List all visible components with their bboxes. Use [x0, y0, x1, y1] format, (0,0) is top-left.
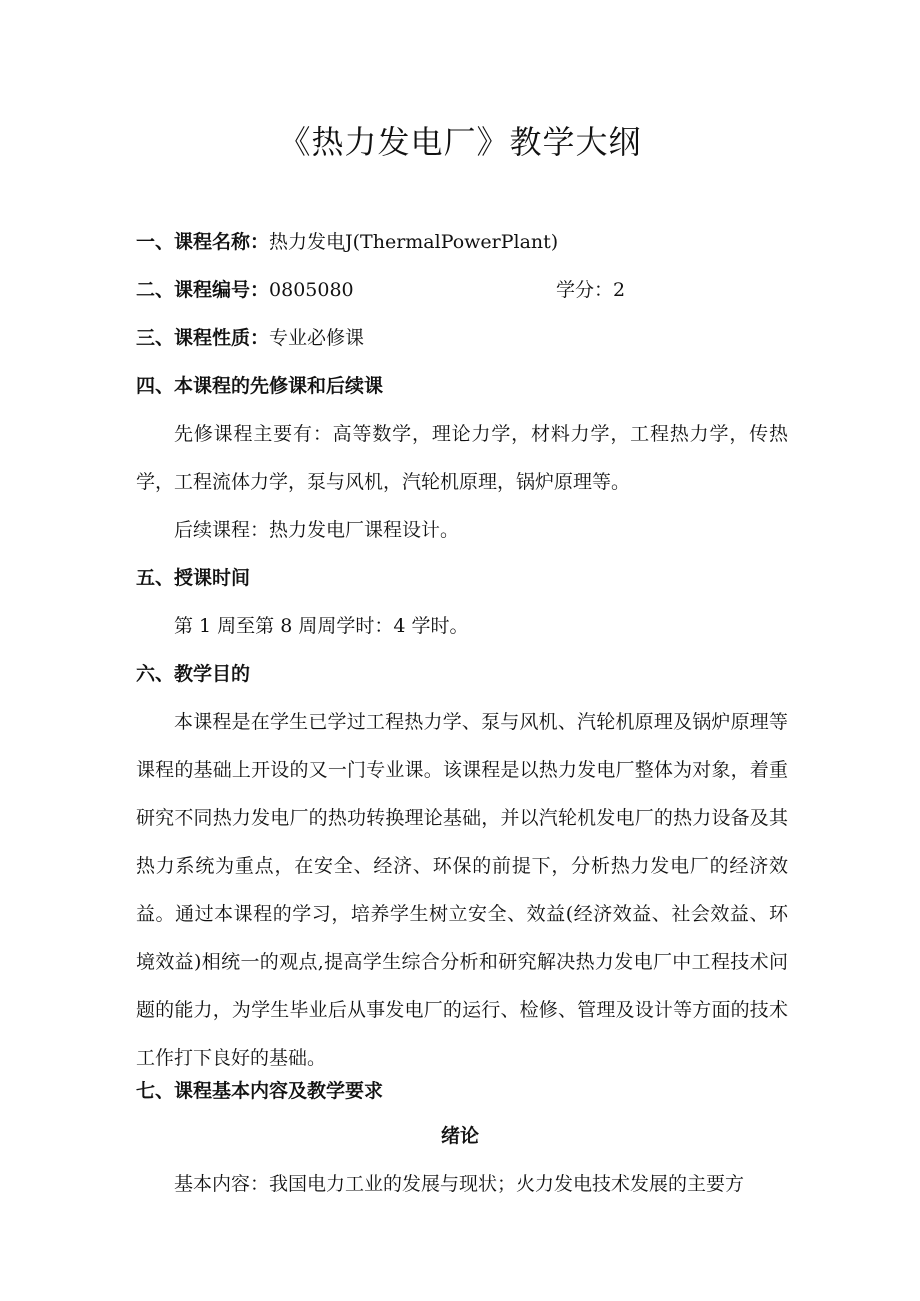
course-code-value: 0805080 [269, 279, 354, 301]
section7-heading: 七、课程基本内容及教学要求 [136, 1080, 384, 1102]
intro-subheading: 绪论 [440, 1125, 479, 1147]
section6-heading: 六、教学目的 [136, 663, 251, 685]
course-nature-row [136, 324, 364, 352]
followup-paragraph: 后续课程：热力发电厂课程设计。 [174, 519, 460, 541]
credit-label: 学分： [556, 279, 614, 301]
course-nature-label: 三、课程性质： [136, 327, 270, 349]
course-code-label: 二、课程编号： [136, 279, 270, 301]
purpose-paragraph: 本课程是在学生已学过工程热力学、泵与风机、汽轮机原理及锅炉原理等课程的基础上开设的又一门专业课。该课程是以热力发电厂整体为对象，着重研究不同热力发电厂的热功转换理论基础，并以汽轮机发电厂的热力设备及其热力系统为重点，在安全、经济、环保的前提下，分析热力发电厂的经济效益。通过本课程的学习，培养学生树立安全、效益(经济效益、社会效益、环境效益)相统一的观点,提高学生综合分析和研究解决热力发电厂中工程技术问题的能力，为学生毕业后从事发电厂的运行、检修、管理及设计等方面的技术工作打下良好的基础。 [136, 711, 788, 1069]
section4-heading: 四、本课程的先修课和后续课 [136, 375, 384, 397]
document-title: 《热力发电厂》教学大纲 [278, 123, 642, 161]
credit-row [556, 276, 625, 304]
course-name-value: 热力发电J(ThermalPowerPlant) [269, 231, 559, 253]
credit-value: 2 [613, 279, 626, 301]
course-name-row [136, 228, 558, 256]
course-code-row [136, 276, 354, 304]
prereq-paragraph: 先修课程主要有：高等数学，理论力学，材料力学，工程热力学，传热学，工程流体力学，泵与风机，汽轮机原理，锅炉原理等。 [136, 423, 788, 493]
course-name-label: 一、课程名称： [136, 231, 270, 253]
intro-content-paragraph: 基本内容：我国电力工业的发展与现状；火力发电技术发展的主要方 [174, 1173, 745, 1195]
schedule-paragraph: 第 1 周至第 8 周周学时：4 学时。 [174, 615, 469, 637]
course-nature-value: 专业必修课 [269, 327, 365, 349]
section5-heading: 五、授课时间 [136, 567, 251, 589]
